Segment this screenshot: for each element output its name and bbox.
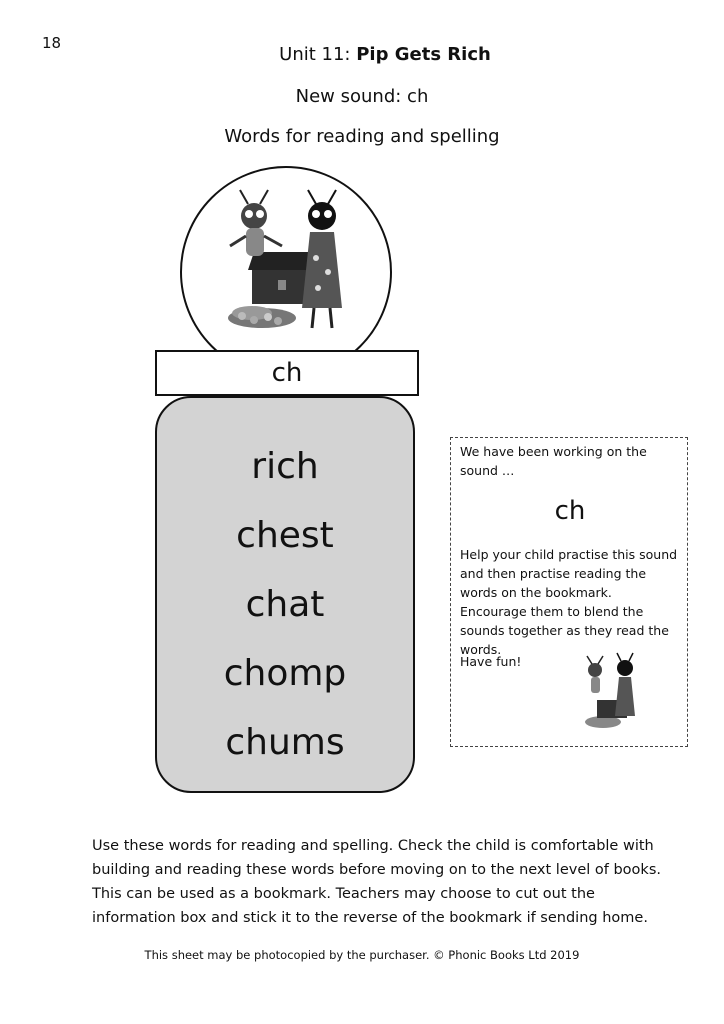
word-rich: rich [251,446,319,487]
subtitle: Words for reading and spelling [224,126,500,147]
sound-label-box: ch [155,350,419,396]
info-body: Help your child practise this sound and then practise reading the words on the bookmark. Encourage them to blend the sounds together as they read the words. [460,547,678,657]
ants-treasure-illustration [182,168,390,376]
info-closing: Have fun! [460,654,522,669]
page-number: 18 [42,34,62,52]
unit-prefix: Unit 11: [279,44,357,65]
ants-small-illustration [573,650,645,736]
info-box [450,437,688,747]
unit-name: Pip Gets Rich [356,44,491,65]
copyright-footer: This sheet may be photocopied by the purchaser. © Phonic Books Ltd 2019 [144,948,580,962]
word-chomp: chomp [223,653,347,694]
instructions-paragraph: Use these words for reading and spelling. Check the child is comfortable with building and reading these words before moving on to the next level of books. This can be used as a bookmark. Teachers may choose to cut out the information box and stick it to the reverse of the bookmark if sending home. [92,838,661,926]
word-chums: chums [225,722,345,763]
illustration-circle [180,166,392,378]
new-sound-line: New sound: ch [295,86,429,107]
bookmark-word-jar [155,396,415,793]
info-intro: We have been working on the sound … [460,444,647,478]
info-sound: ch [554,496,586,526]
word-chest: chest [236,515,334,556]
unit-title [0,44,724,65]
word-chat: chat [245,584,325,625]
